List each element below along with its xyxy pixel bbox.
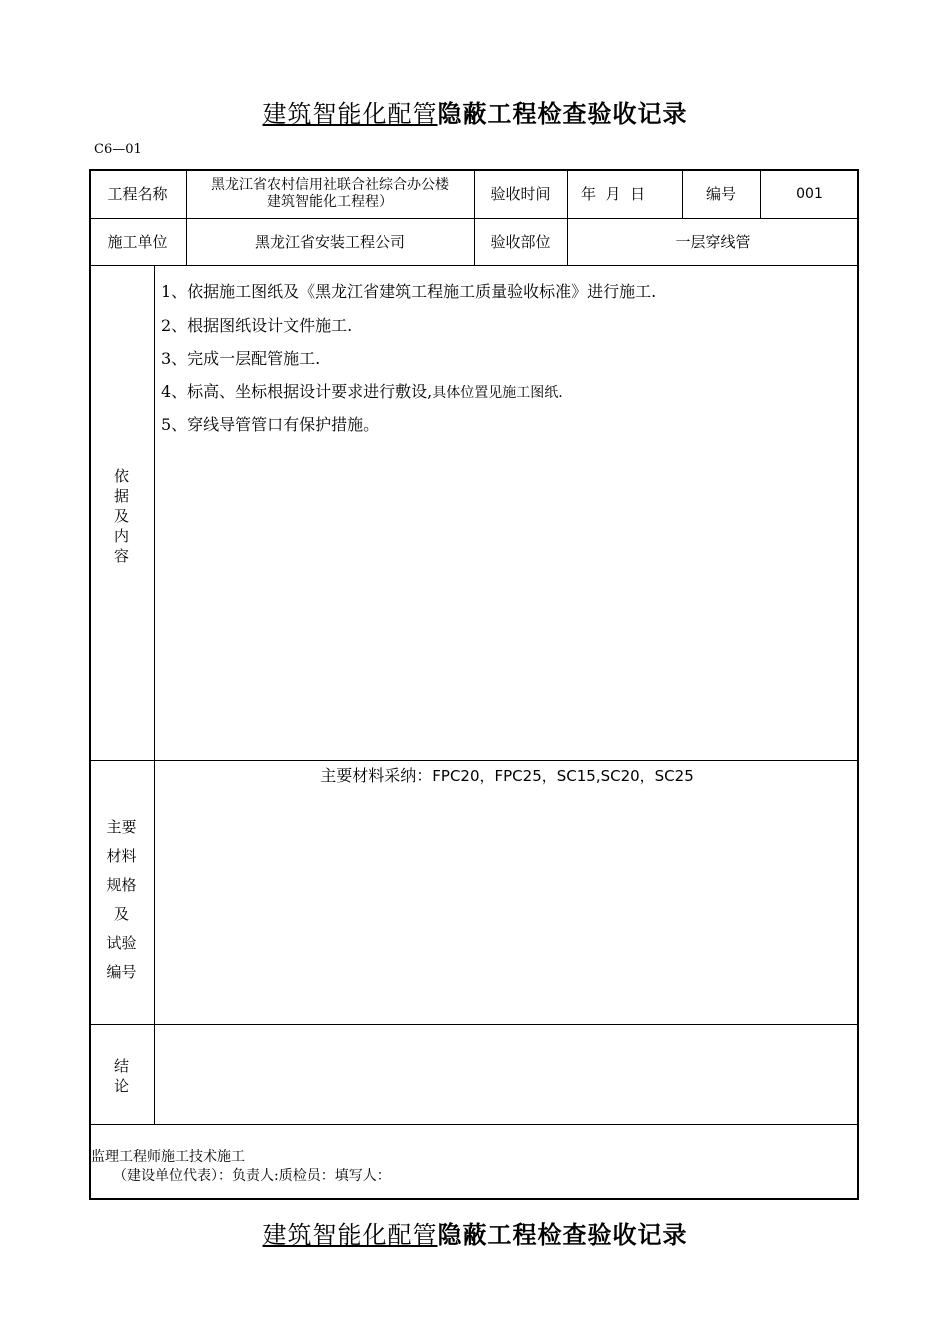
document-title-repeat <box>0 1215 950 1250</box>
basis-label-char: 容 <box>113 547 129 565</box>
materials-label-line: 及 <box>113 905 129 923</box>
title-underlined-part: 建筑智能化配管 <box>262 100 438 128</box>
project-name-line2: 建筑智能化工程程） <box>267 193 393 210</box>
title-underlined-part: 建筑智能化配管 <box>262 1221 438 1249</box>
number-label: 编号 <box>705 185 736 203</box>
basis-label-char: 及 <box>113 507 129 525</box>
basis-item: 3、完成一层配管施工. <box>161 349 321 368</box>
acceptance-part-value: 一层穿线管 <box>675 233 751 251</box>
document-title <box>0 94 950 129</box>
form-code: C6—01 <box>94 142 142 157</box>
title-bold-part: 隐蔽工程检查验收记录 <box>437 100 688 128</box>
contractor-label: 施工单位 <box>107 233 168 251</box>
title-bold-part: 隐蔽工程检查验收记录 <box>437 1221 688 1249</box>
number-value: 001 <box>796 185 823 202</box>
basis-item: 5、穿线导管管口有保护措施。 <box>161 415 380 434</box>
row-divider <box>89 1024 859 1025</box>
project-name-line1: 黑龙江省农村信用社联合社综合办公楼 <box>211 176 449 193</box>
acceptance-part-label: 验收部位 <box>490 233 551 251</box>
conclusion-label-char: 论 <box>113 1077 129 1095</box>
row-divider <box>89 760 859 761</box>
basis-section-label <box>89 466 154 566</box>
materials-specs: FPC20，FPC25，SC15,SC20，SC25 <box>432 767 694 785</box>
materials-section-label <box>89 813 154 987</box>
materials-label-line: 材料 <box>106 847 137 865</box>
materials-label-line: 试验 <box>106 934 137 952</box>
materials-prefix: 主要材料采纳： <box>320 766 433 785</box>
basis-label-char: 依 <box>113 467 129 485</box>
signature-line1: 监理工程师施工技术施工 <box>91 1149 245 1165</box>
contractor-value: 黑龙江省安装工程公司 <box>254 233 405 251</box>
basis-label-char: 内 <box>113 527 129 545</box>
acceptance-time-label: 验收时间 <box>490 185 551 203</box>
column-divider <box>154 265 155 1124</box>
acceptance-time-value: 年 月 日 <box>581 185 646 203</box>
conclusion-section-label <box>89 1056 154 1096</box>
project-name-label: 工程名称 <box>107 185 168 203</box>
row-divider <box>89 1124 859 1125</box>
inspection-form-table <box>89 169 861 1202</box>
materials-label-line: 主要 <box>106 818 137 836</box>
basis-item: 4、标高、坐标根据设计要求进行敷设,具体位置见施工图纸. <box>161 382 563 401</box>
row-divider <box>89 265 859 266</box>
basis-item: 2、根据图纸设计文件施工. <box>161 316 353 335</box>
project-name-value <box>186 171 474 216</box>
signature-line2: （建设单位代表）：负责人:质检员：填写人： <box>113 1168 391 1184</box>
materials-content <box>155 763 859 786</box>
basis-item: 1、依据施工图纸及《黑龙江省建筑工程施工质量验收标准》进行施工. <box>161 282 657 301</box>
materials-label-line: 规格 <box>106 876 137 894</box>
basis-label-char: 据 <box>113 487 129 505</box>
materials-label-line: 编号 <box>106 963 137 981</box>
conclusion-label-char: 结 <box>113 1057 129 1075</box>
